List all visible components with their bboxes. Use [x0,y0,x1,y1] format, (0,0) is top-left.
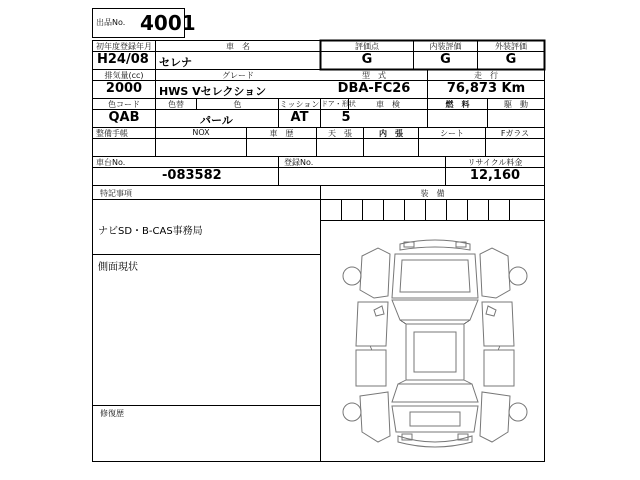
car-name-label: 車 名 [226,42,250,51]
nox-label: NOX [192,128,210,137]
lot-number: 4001 [140,11,196,35]
transmission-label: ミッション [279,100,320,109]
color-code-label: 色コード [108,100,140,109]
special-notes-label: 特記事項 [100,189,132,198]
seat-label: シート [440,129,464,138]
inspection-label: 車 検 [376,100,400,109]
first-reg-label: 初年度登録年月 [96,42,152,51]
mileage-label: 走 行 [474,71,498,80]
grade-value: HWS Vセレクション [159,85,267,98]
score-value: G [361,52,373,67]
score-label: 評価点 [355,42,379,51]
displacement-value: 2000 [105,81,143,96]
car-name-value: セレナ [159,56,192,69]
equipment-label: 装 備 [420,189,445,198]
recycle-label: リサイクル料金 [467,158,523,167]
model-label: 型 式 [362,71,386,80]
exterior-label: 外装評価 [495,42,527,51]
color-label: 色 [233,100,242,109]
first-reg-value: H24/08 [97,52,149,67]
chassis-value: -083582 [162,168,222,183]
car-damage-diagram-icon [340,236,530,454]
model-value: DBA-FC26 [337,81,411,96]
exterior-value: G [505,52,517,67]
fuel-label: 燃 料 [445,100,470,109]
color-code-value: QAB [108,110,140,125]
doors-label: ドア・形状 [321,100,356,108]
displacement-label: 排気量(cc) [104,71,144,80]
interior-label: 内装評価 [429,42,462,51]
f-glass-label: Fガラス [500,129,530,138]
interior-value: G [440,52,451,67]
reg-no-label: 登録No. [284,158,314,167]
lot-label: 出品No. [96,18,126,27]
recycle-value: 12,160 [469,168,521,183]
chassis-label: 車台No. [96,158,126,167]
doors-value: 5 [341,110,351,125]
mileage-value: 76,873 Km [446,81,526,96]
special-notes-text: ナビSD・B-CAS事務局 [98,226,203,237]
interior-trim-label: 内 張 [379,129,403,138]
drive-label: 駆 動 [504,100,528,109]
history-label: 車 歴 [269,129,294,138]
color-value: パール [200,114,233,127]
ceiling-label: 天 張 [328,129,352,138]
transmission-value: AT [290,110,309,125]
side-condition-label: 側面現状 [98,262,138,273]
repair-history-label: 修復歴 [100,409,124,418]
grade-label: グレード [222,71,254,80]
color-change-label: 色替 [168,100,184,109]
maintenance-label: 整備手帳 [96,129,128,138]
